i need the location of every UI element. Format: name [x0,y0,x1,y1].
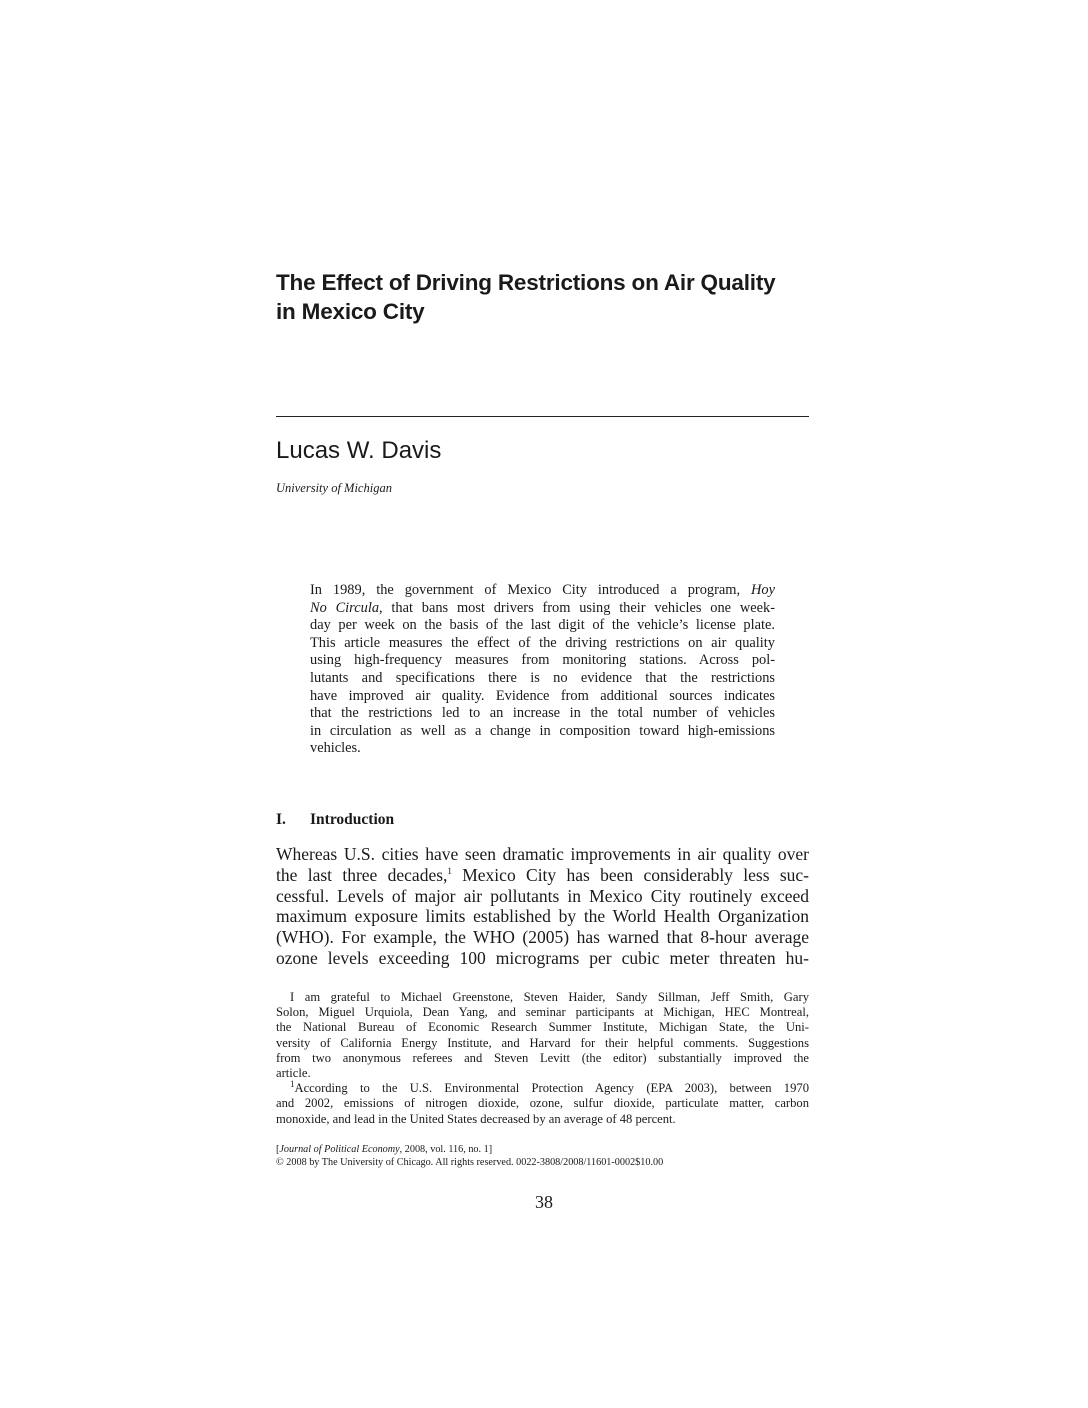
copyright-line: © 2008 by The University of Chicago. All rights reserved. 0022-3808/2008/11601-0002$10.00 [276,1156,664,1168]
acknowledgment-line: Solon, Miguel Urquiola, Dean Yang, and seminar participants at Michigan, HEC Montreal, [276,1005,809,1020]
footnote-1-mark: 1 [290,1079,295,1090]
body-line [276,865,809,886]
footnote-text: According to the U.S. Environmental Protection Agency (EPA 2003), between 1970 [294,1081,809,1096]
abstract-line: in circulation as well as a change in composition toward high-emissions [310,722,775,739]
article-title [276,268,836,326]
abstract-line: vehicles. [310,740,361,757]
body-text-span: the last three decades, [276,864,448,885]
journal-name: Journal of Political Economy [279,1144,400,1155]
section-title: Introduction [310,811,395,828]
footnote-1-line [276,1081,809,1096]
program-name-italic: Hoy [751,582,775,598]
acknowledgment-line: article. [276,1066,311,1081]
abstract-line: that the restrictions led to an increase in the total number of vehicles [310,705,775,722]
body-line: Whereas U.S. cities have seen dramatic improvements in air quality over [276,844,809,864]
section-number: I. [276,811,286,828]
footnote-ref-1: 1 [447,865,452,876]
footnotes [276,990,809,1127]
footnote-1-line: monoxide, and lead in the United States decreased by an average of 48 percent. [276,1111,676,1126]
abstract [310,582,775,758]
title-line-1: The Effect of Driving Restrictions on Air Quality [276,270,776,295]
journal-citation [276,1144,809,1169]
program-name-italic: No Circula [310,599,380,616]
acknowledgment-line: I am grateful to Michael Greenstone, Steven Haider, Sandy Sillman, Jeff Smith, Gary [290,990,809,1004]
author-name: Lucas W. Davis [276,437,442,464]
body-line: cessful. Levels of major air pollutants in Mexico City routinely exceed [276,885,809,906]
title-line-2: in Mexico City [276,299,425,324]
abstract-line: using high-frequency measures from monitoring stations. Across pol- [310,652,775,669]
abstract-line: lutants and specifications there is no evidence that the restrictions [310,669,775,686]
footnote-1-line: and 2002, emissions of nitrogen dioxide, ozone, sulfur dioxide, particulate matter, carbon [276,1096,809,1111]
bracket: [ [276,1144,280,1155]
body-text [276,844,809,969]
journal-details: , 2008, vol. 116, no. 1] [399,1144,493,1155]
body-line: (WHO). For example, the WHO (2005) has warned that 8-hour average [276,927,809,948]
abstract-line [310,600,775,618]
acknowledgment-line: versity of California Energy Institute, and Harvard for their helpful comments. Suggestions [276,1035,809,1050]
title-divider [276,416,809,417]
abstract-text: , that bans most drivers from using their vehicles one week- [379,599,775,616]
body-text-span: Mexico City has been considerably less suc- [451,864,809,885]
page-number: 38 [535,1192,553,1212]
journal-line [276,1144,809,1157]
acknowledgment-line: from two anonymous referees and Steven Levitt (the editor) substantially improved the [276,1050,809,1065]
acknowledgment-line: the National Bureau of Economic Research Summer Institute, Michigan State, the Uni- [276,1020,809,1035]
body-line: maximum exposure limits established by the World Health Organization [276,906,809,927]
abstract-line: This article measures the effect of the driving restrictions on air quality [310,634,775,651]
body-line: ozone levels exceeding 100 micrograms per cubic meter threaten hu- [276,947,809,968]
abstract-text: In 1989, the government of Mexico City introduced a program, [310,582,741,598]
abstract-line: have improved air quality. Evidence from additional sources indicates [310,687,775,704]
abstract-line [310,582,775,600]
abstract-line: day per week on the basis of the last digit of the vehicle’s license plate. [310,617,775,634]
section-heading [276,810,394,830]
author-affiliation: University of Michigan [276,481,392,495]
